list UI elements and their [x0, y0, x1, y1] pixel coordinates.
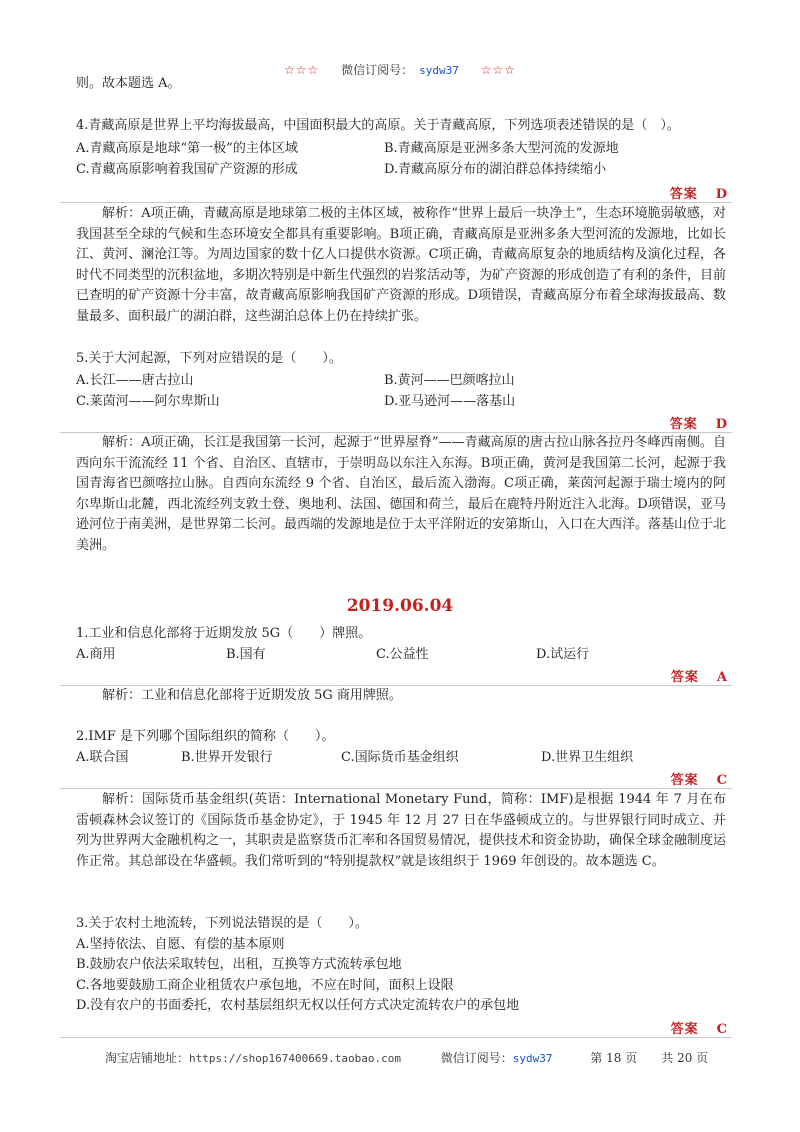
analysis-s1: 解析：工业和信息化部将于近期发放 5G 商用牌照。	[102, 688, 402, 703]
section-question-3	[76, 914, 726, 1017]
header-label: 微信订阅号：	[341, 63, 414, 77]
option-a: A.青藏高原是地球“第一极”的主体区域	[76, 141, 298, 156]
option-c: C.国际货币基金组织	[341, 749, 459, 765]
question-stem: 2.IMF 是下列哪个国际组织的简称（ ）。	[76, 729, 335, 744]
option-d: D.没有农户的书面委托，农村基层组织无权以任何方式决定流转农户的承包地	[76, 998, 520, 1013]
answer-row-s1	[60, 666, 732, 686]
question-4-options	[76, 139, 726, 180]
wechat-label: 微信订阅号：	[440, 1051, 513, 1065]
answer-row-q5	[60, 413, 732, 433]
section-question-2	[76, 727, 726, 768]
option-c: C.各地要鼓励工商企业租赁农户承包地，不应在时间，面积上设限	[76, 977, 454, 993]
section-question-1	[76, 624, 726, 665]
answer-label: 答案	[669, 417, 698, 432]
option-a: A.长江——唐古拉山	[76, 373, 194, 388]
answer-value: D	[715, 187, 728, 202]
question-5-options	[76, 371, 726, 412]
option-d: D.世界卫生组织	[541, 749, 634, 765]
question-4	[76, 116, 726, 137]
option-c: C.莱茵河——阿尔卑斯山	[76, 393, 220, 409]
question-stem: 4.青藏高原是世界上平均海拔最高，中国面积最大的高原。关于青藏高原，下列选项表述错误的是（ ）。	[76, 118, 680, 133]
question-5	[76, 349, 726, 370]
option-a: A.坚持依法、自愿、有偿的基本原则	[76, 936, 285, 952]
answer-value: A	[716, 670, 728, 685]
shop-label: 淘宝店铺地址：	[105, 1051, 190, 1065]
answer-value: D	[715, 417, 728, 432]
answer-row-s2	[60, 769, 732, 789]
option-b: B.青藏高原是亚洲多条大型河流的发源地	[384, 141, 619, 156]
answer-row-q4	[60, 183, 732, 203]
answer-label: 答案	[670, 773, 699, 788]
option-b: B.鼓励农户依法采取转包，出租，互换等方式流转承包地	[76, 957, 402, 972]
answer-label: 答案	[669, 187, 698, 202]
answer-value: C	[716, 1022, 728, 1037]
answer-divider	[60, 788, 732, 789]
answer-label: 答案	[670, 670, 699, 685]
answer-divider	[60, 202, 732, 203]
option-b: B.世界开发银行	[181, 749, 273, 765]
analysis-q5: 解析：A项正确，长江是我国第一长河，起源于“世界屋脊”——青藏高原的唐古拉山脉各拉丹冬峰西南侧。自西向东干流流经 11 个省、自治区、直辖市，于崇明岛以东注入东海。B项正确，黄河是我国第二长河，起源于我国青海省巴颜喀拉山脉。自西向东流经 9 个省、自治区，最后流入渤海。C项正确，莱茵河起源于瑞士境内的阿尔卑斯山北麓，西北流经列支敦士登、奥地利、法国、德国和荷兰，最后在鹿特丹附近注入北海。D项错误，亚马逊河位于南美洲，是世界第二长河。最西端的发源地是位于太平洋附近的安第斯山，入口在大西洋。落基山位于北美洲。	[76, 435, 727, 553]
answer-row-s3	[60, 1018, 732, 1038]
option-a: A.商用	[76, 646, 116, 662]
answer-label: 答案	[670, 1022, 699, 1037]
wechat-id: sydw37	[512, 1052, 553, 1065]
option-b: B.国有	[226, 646, 266, 662]
question-stem: 3.关于农村土地流转，下列说法错误的是（ ）。	[76, 916, 368, 931]
answer-value: C	[716, 773, 728, 788]
page-number: 第 18 页 共 20 页	[590, 1051, 709, 1065]
shop-url-link[interactable]: https://shop167400669.taobao.com	[189, 1052, 401, 1065]
option-c: C.公益性	[376, 646, 429, 662]
option-b: B.黄河——巴颜喀拉山	[384, 373, 515, 388]
question-stem: 5.关于大河起源，下列对应错误的是（ ）。	[76, 351, 342, 366]
option-c: C.青藏高原影响着我国矿产资源的形成	[76, 161, 298, 177]
analysis-s2: 解析：国际货币基金组织(英语：International Monetary Fund，简称：IMF)是根据 1944 年 7 月在布雷顿森林会议签订的《国际货币基金协定》，于 1945 年 12 月 27 日在华盛顿成立的。与世界银行同时成立、并列为世界两大金融机构之一，其职责是监察货币汇率和各国贸易情况，提供技术和资金协助，确保全球金融制度运作正常。其总部设在华盛顿。我们常听到的“特别提款权”就是该组织于 1969 年创设的。故本题选 C。	[76, 792, 727, 869]
question-stem: 1.工业和信息化部将于近期发放 5G（ ）牌照。	[76, 626, 372, 641]
option-d: D.青藏高原分布的湖泊群总体持续缩小	[384, 161, 607, 177]
option-a: A.联合国	[76, 749, 129, 765]
header-id: sydw37	[419, 64, 459, 77]
section-date: 2019.06.04	[346, 596, 454, 616]
answer-divider	[60, 1037, 732, 1038]
option-d: D.试运行	[536, 646, 590, 662]
page-footer	[105, 1049, 725, 1066]
top-line: 则。故本题选 A。	[76, 76, 181, 91]
analysis-q4: 解析：A项正确，青藏高原是地球第二极的主体区域，被称作“世界上最后一块净土”，生态环境脆弱敏感，对我国甚至全球的气候和生态环境安全都具有重要影响。B项正确，青藏高原是亚洲多条大型河流的发源地，比如长江、黄河、澜沧江等。为周边国家的数十亿人口提供水资源。C项正确，青藏高原复杂的地质结构及演化过程，各时代不同类型的沉积盆地，多期次特别是中新生代强烈的岩浆活动等，为矿产资源的形成创造了有利的条件，目前已查明的矿产资源十分丰富，故青藏高原影响我国矿产资源的形成。D项错误，青藏高原分布着全球海拔最高、数量最多、面积最广的湖泊群，这些湖泊总体上仍在持续扩张。	[76, 206, 727, 324]
option-d: D.亚马逊河——落基山	[384, 393, 516, 409]
header-stars-right: ☆☆☆	[480, 63, 516, 77]
header-stars-left: ☆☆☆	[284, 63, 320, 77]
